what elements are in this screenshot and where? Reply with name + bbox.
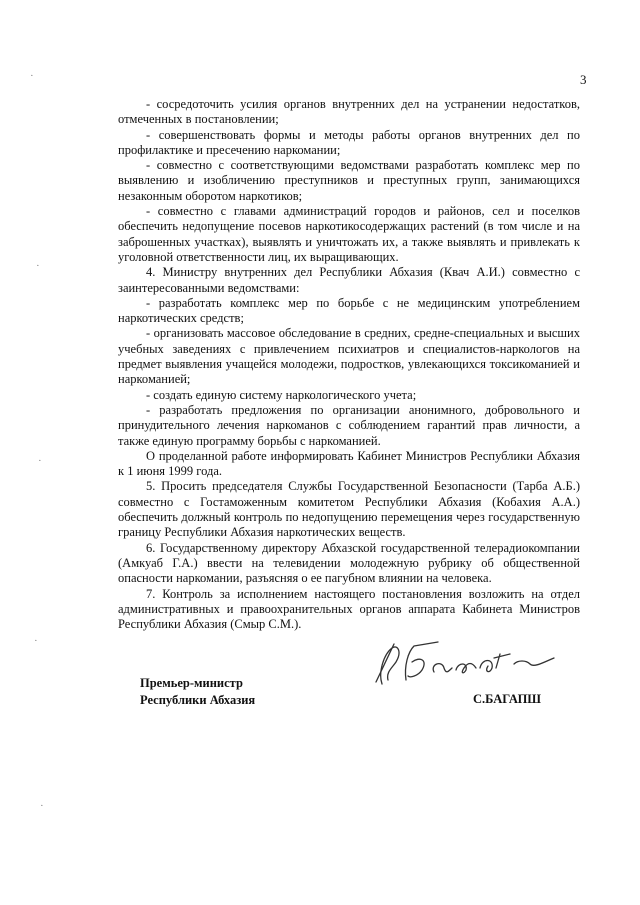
signatory-title-line-1: Премьер-министр: [140, 676, 243, 690]
paragraph: О проделанной работе информировать Кабинет Министров Республики Абхазия к 1 июня 1999 года.: [118, 448, 580, 479]
document-body: [118, 97, 580, 632]
paragraph: 4. Министру внутренних дел Республики Абхазия (Квач А.И.) совместно с заинтересованными ведомствами:: [118, 265, 580, 295]
paragraph: - сосредоточить усилия органов внутренних дел на устранении недостатков, отмеченных в постановлении;: [118, 97, 580, 127]
margin-speck: ·: [40, 800, 44, 812]
margin-speck: ·: [38, 455, 42, 467]
margin-speck: ·: [34, 635, 38, 647]
signer-name: С.БАГАПШ: [473, 692, 542, 706]
page-number: 3: [580, 72, 587, 87]
margin-speck: ·: [36, 260, 40, 272]
paragraph: - совместно с главами администраций городов и районов, сел и поселков обеспечить недопущение посевов наркотикосодержащих растений (в том числе и на заброшенных участках), выявлять и уничтожать их, а также выявлять и привлекать к уголовной ответственности лиц, их выращивающих.: [118, 204, 580, 264]
paragraph: - совместно с соответствующими ведомствами разработать комплекс мер по выявлению и изобличению преступников и преступных групп, занимающихся незаконным оборотом наркотиков;: [118, 158, 580, 203]
paragraph: - организовать массовое обследование в средних, средне-специальных и высших учебных заведениях с привлечением психиатров и специалистов-наркологов на предмет выявления учащейся молодежи, подростков, увлекающихся токсикоманией и наркоманией;: [118, 326, 580, 387]
paragraph: 5. Просить председателя Службы Государственной Безопасности (Тарба А.Б.) совместно с Гостаможенным комитетом Республики Абхазия (Кобахия А.А.) обеспечить должный контроль по недопущению перемещения через государственную границу Республики Абхазия наркотических веществ.: [118, 479, 580, 540]
paragraph: - разработать предложения по организации анонимного, добровольного и принудительного лечения наркоманов с соблюдением гарантий прав личности, а также единую программу борьбы с наркоманией.: [118, 402, 580, 448]
handwritten-signature: [368, 632, 568, 692]
paragraph: - создать единую систему наркологического учета;: [146, 387, 417, 402]
paragraph: 7. Контроль за исполнением настоящего постановления возложить на отдел административных и правоохранительных органов аппарата Кабинета Министров Республики Абхазия (Смыр С.М.).: [118, 586, 580, 632]
paragraph: 6. Государственному директору Абхазской государственной телерадиокомпании (Амкуаб Г.А.) ввести на телевидении молодежную рубрику об общественной опасности наркомании, разъясняя о ее пагубном влиянии на человека.: [118, 540, 580, 586]
paragraph: - совершенствовать формы и методы работы органов внутренних дел по профилактике и пресечению наркомании;: [118, 127, 580, 157]
signatory-title-line-2: Республики Абхазия: [140, 693, 256, 707]
margin-speck: ·: [30, 70, 34, 82]
paragraph: - разработать комплекс мер по борьбе с не медицинским употреблением наркотических средств;: [118, 295, 580, 326]
signatory-title: [140, 675, 255, 709]
